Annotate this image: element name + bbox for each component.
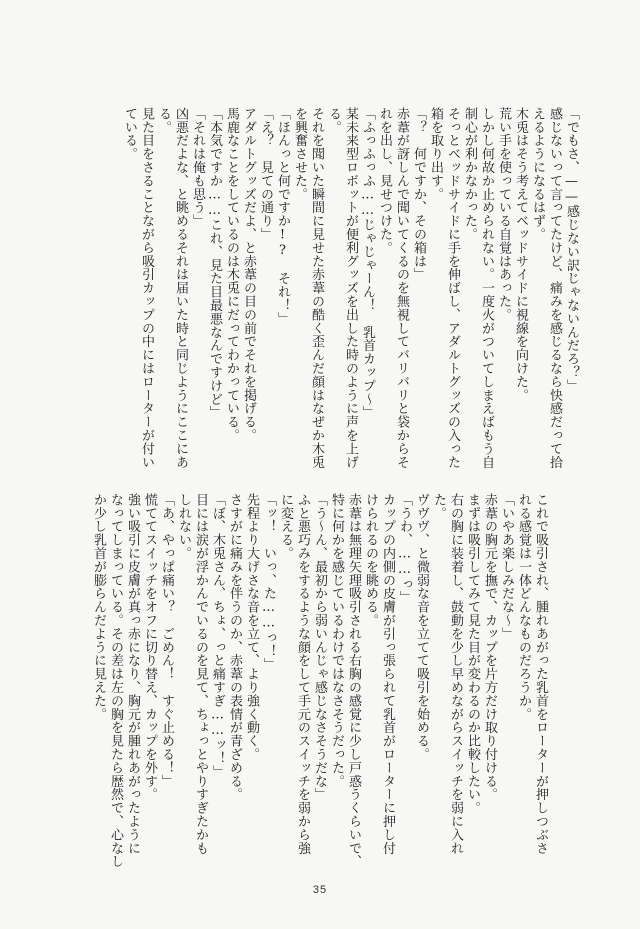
page-number: 35 (312, 884, 328, 896)
text-line: 荒い手を使っている自覚はあった。 (496, 107, 511, 322)
text-line: 「？ 何ですか、その箱は」 (411, 107, 426, 282)
text-line: しかし何故か止められない。一度火がついてしまえばもう自 (479, 107, 494, 469)
text-line: 赤葦の胸元を撫で、カップを片方だけ取り付ける。 (482, 493, 497, 802)
text-line: れを出し、見せつけた。 (377, 107, 392, 255)
text-line: ている。 (122, 107, 137, 161)
text-line: れる感覚は一体どんなものだろうか。 (516, 493, 531, 721)
text-line: 赤葦が訝しんで聞いてくるのを無視してバリバリと袋からそ (394, 107, 409, 469)
text-line: アダルトグッズだよ、と赤葦の目の前でそれを掲げる。 (241, 107, 256, 442)
text-line: 「ふっふっふ……じゃじゃーん！ 乳首カップ〜」 (360, 107, 375, 420)
text-line: 「ッ！ いっ、た……っ！」 (261, 493, 276, 672)
text-line: ヴヴヴ、と微弱な音を立てて吸引を始める。 (414, 493, 429, 761)
text-line: 「ぼ、木兎さん、ちょ、っと痛すぎ……ッ！」 (210, 493, 225, 779)
text-line: 「それは俺も思う」 (190, 107, 205, 228)
text-line: さすがに痛みを伴うのか、赤葦の表情が青ざめる。 (227, 493, 242, 802)
text-line: か少し乳首が膨らんだように見えた。 (91, 493, 106, 721)
text-line: 「でもさ、——感じない訳じゃないんだろ？」 (564, 107, 579, 393)
text-line: ふと悪巧みをするような顔をして手元のスイッチを弱から強 (295, 493, 310, 855)
text-line: えるようになるはず。 (530, 107, 545, 241)
text-line: 「いやあ楽しみだな〜」 (499, 493, 514, 641)
text-line: これで吸引され、腫れあがった乳首をローターが押しつぶさ (533, 493, 548, 855)
text-line: 凶悪だよな、と眺めるそれは届いた時と同じようにここにあ (173, 107, 188, 469)
text-line: まずは吸引してみて見た目が変わるのか比較したい。 (465, 493, 480, 815)
text-line: なってしまっている。その差は左の胸を見たら歴然で、心なし (108, 493, 123, 869)
text-line: しれない。 (176, 493, 191, 560)
text-line: 慌ててスイッチをオフに切り替え、カップを外す。 (142, 493, 157, 802)
text-line: 「本気ですか……これ、見た目最悪なんですけど」 (207, 107, 222, 420)
text-line: それを聞いた瞬間に見せた赤葦の酷く歪んだ顔はなぜか木兎 (309, 107, 324, 469)
text-line: 「あ、やっぱ痛い？ ごめん！ すぐ止める！」 (159, 493, 174, 788)
text-line: カップの内側の皮膚が引っ張られて乳首がローターに押し付 (380, 493, 395, 855)
text-line: 木兎はそう考えてベッドサイドに視線を向けた。 (513, 107, 528, 402)
upper-text-block (58, 107, 580, 487)
text-line: 感じないって言ってたけど、痛みを感じるなら快感だって拾 (547, 107, 562, 469)
text-line: を興奮させた。 (292, 107, 307, 201)
text-line: 「ほんっと何ですか!? それ！」 (275, 107, 290, 326)
text-line: に変える。 (278, 493, 293, 560)
text-line: 「え？ 見ての通り」 (258, 107, 273, 241)
text-line: そっとベッドサイドに手を伸ばし、アダルトグッズの入った (445, 107, 460, 469)
text-line: 見た目をさることながら吸引カップの中にはローターが付い (139, 107, 154, 469)
text-line: 右の胸に装着し、鼓動を少し早めながらスイッチを弱に入れ (448, 493, 463, 855)
text-line: 某未来型ロボットが便利グッズを出した時のように声を上げ (343, 107, 358, 469)
text-line: 「う〜ん、最初から弱いんじゃ感じなさそうだな」 (312, 493, 327, 802)
text-line: 「うわ、……っ」 (397, 493, 412, 605)
text-line: 特に何かを感じているわけではなさそうだった。 (329, 493, 344, 788)
text-line: 目には涙が浮かんでいるのを見て、ちょっとやりすぎたかも (193, 493, 208, 855)
text-line: 赤葦は無理矢理吸引される右胸の感覚に少し戸惑うくらいで、 (346, 493, 361, 869)
text-line: た。 (431, 493, 446, 520)
text-line: 箱を取り出す。 (428, 107, 443, 201)
lower-text-block (59, 493, 549, 893)
text-line: 強い吸引に皮膚が真っ赤になり、胸元が腫れあがったように (125, 493, 140, 855)
text-line: けられるのを眺める。 (363, 493, 378, 627)
text-line: 制心が利かなかった。 (462, 107, 477, 241)
text-line: 先程より大げさな音を立て、より強く動く。 (244, 493, 259, 761)
text-line: 馬鹿なことをしているのは木兎にだってわかっている。 (224, 107, 239, 442)
text-line: る。 (156, 107, 171, 134)
text-line: る。 (326, 107, 341, 134)
